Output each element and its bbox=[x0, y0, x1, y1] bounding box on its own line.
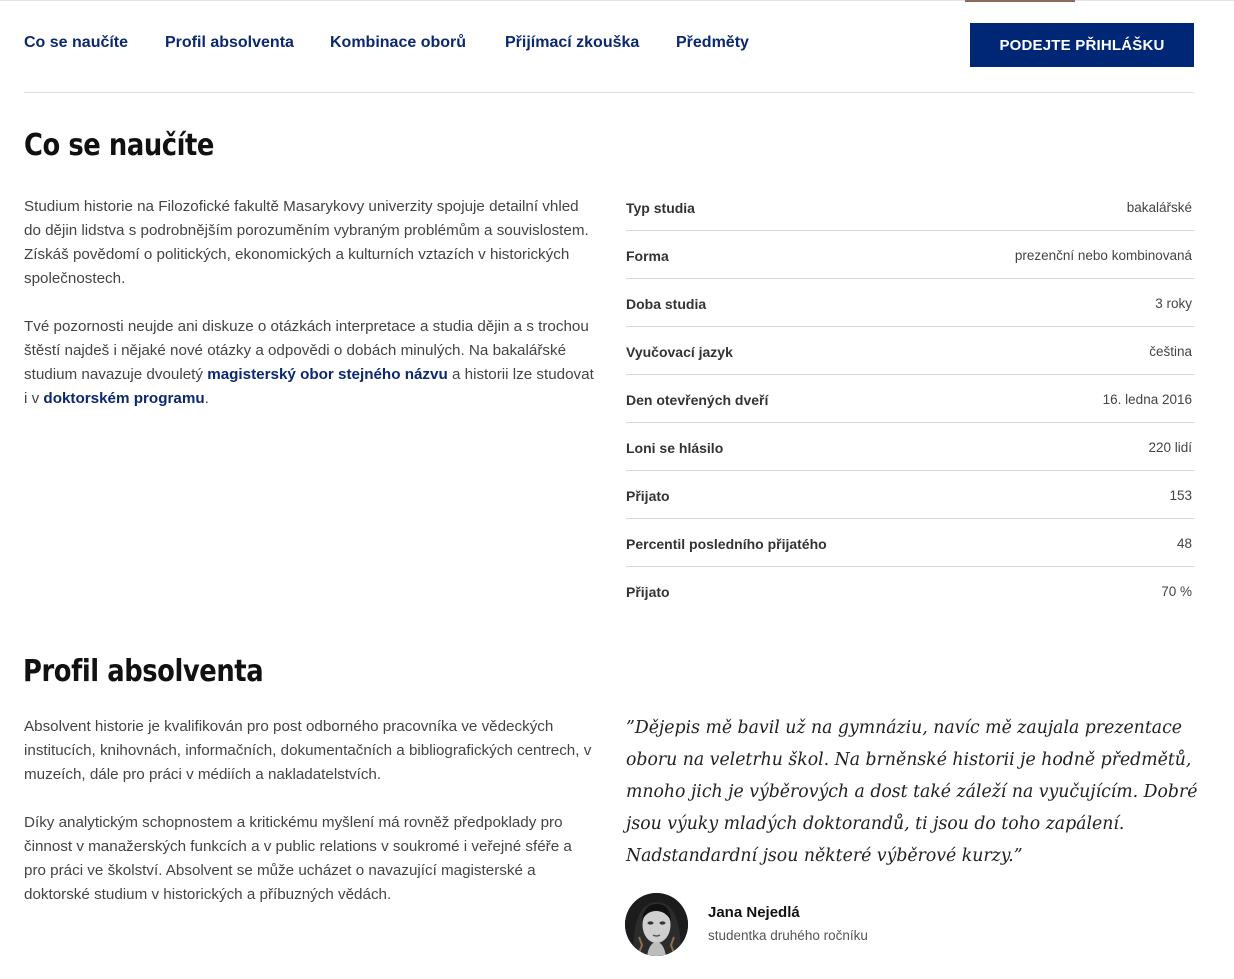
header-image-edge bbox=[965, 0, 1075, 2]
fact-value: 3 roky bbox=[1155, 296, 1192, 311]
fact-row bbox=[626, 279, 1194, 327]
profile-paragraph-2: Díky analytickým schopnostem a kritickému myšlení má rovněž předpoklady pro činnost v manažerských funkcích a v public relations v soukromé i veřejné sféře a pro práci ve školství. Absolvent se může ucházet o navazující magisterské a doktorské studium v historických a příbuzných vědách. bbox=[24, 814, 572, 903]
fact-label: Den otevřených dveří bbox=[626, 392, 769, 408]
testimonial-author-name: Jana Nejedlá bbox=[708, 904, 800, 921]
fact-row bbox=[626, 375, 1194, 423]
fact-row bbox=[626, 231, 1194, 279]
learn-heading: Co se naučíte bbox=[24, 128, 215, 163]
learn-paragraph-2-text-c: . bbox=[204, 390, 209, 407]
learn-paragraph-2-text-a: Tvé pozornosti neujde ani diskuze o otázkách interpretace a studia dějin a s trochou štěstí najdeš i nějaké nové otázky a odpovědi o dobách minulých. Na bakalářské studium navazuje dvouletý bbox=[24, 318, 589, 383]
profile-paragraph-1: Absolvent historie je kvalifikován pro post odborného pracovníka ve vědeckých institucích, knihovnách, informačních, dokumentačních a bibliografických centrech, v muzeích, dále pro práci v médiích a nakladatelstvích. bbox=[24, 718, 592, 783]
nav-divider bbox=[24, 92, 1194, 93]
fact-row bbox=[626, 519, 1194, 567]
fact-label: Percentil posledního přijatého bbox=[626, 536, 827, 552]
fact-value: 70 % bbox=[1161, 584, 1192, 599]
nav-item-admission-exam[interactable]: Přijímací zkouška bbox=[505, 34, 640, 51]
fact-value: 153 bbox=[1169, 488, 1192, 503]
fact-label: Typ studia bbox=[626, 200, 695, 216]
fact-label: Doba studia bbox=[626, 296, 707, 312]
fact-label: Přijato bbox=[626, 488, 670, 504]
fact-value: 16. ledna 2016 bbox=[1102, 392, 1192, 407]
fact-value: prezenční nebo kombinovaná bbox=[1014, 248, 1192, 263]
nav-item-courses[interactable]: Předměty bbox=[676, 34, 749, 51]
top-strip bbox=[0, 0, 1234, 1]
doctoral-program-link[interactable]: doktorském programu bbox=[43, 390, 205, 407]
nav-item-learn[interactable]: Co se naučíte bbox=[24, 34, 129, 51]
fact-label: Přijato bbox=[626, 584, 670, 600]
learn-paragraph-2 bbox=[24, 315, 594, 411]
learn-paragraph-2-text-b: a historii lze studovat i v bbox=[24, 366, 594, 407]
master-program-link[interactable]: magisterský obor stejného názvu bbox=[207, 366, 448, 383]
fact-label: Loni se hlásilo bbox=[626, 440, 724, 456]
fact-row bbox=[626, 567, 1194, 614]
apply-button[interactable]: PODEJTE PŘIHLÁŠKU bbox=[970, 23, 1194, 67]
testimonial-quote: ”Dějepis mě bavil už na gymnáziu, navíc mě zaujala prezentace oboru na veletrhu škol. Na brněnské historii je hodně předmětů, mnoho jich je výběrových a dost také záleží na vyučujícím. Dobré jsou výuky mladých doktorandů, ti jsou do toho zapálení. Nadstandardní jsou některé výběrové kurzy.” bbox=[626, 718, 1198, 866]
fact-value: 48 bbox=[1176, 536, 1192, 551]
fact-label: Vyučovací jazyk bbox=[626, 344, 733, 360]
fact-value: 220 lidí bbox=[1148, 440, 1192, 455]
testimonial-author-role: studentka druhého ročníku bbox=[708, 928, 868, 943]
fact-row bbox=[626, 327, 1194, 375]
fact-row bbox=[626, 423, 1194, 471]
learn-paragraph-1: Studium historie na Filozofické fakultě Masarykovy univerzity spojuje detailní vhled do dějin lidstva s podrobnějším porozuměním vybraným problémům a souvislostem. Získáš povědomí o politických, ekonomických a kulturních vztazích v historických společnostech. bbox=[24, 198, 589, 287]
fact-row bbox=[626, 471, 1194, 519]
fact-row bbox=[626, 183, 1194, 231]
study-facts-table bbox=[626, 183, 1194, 614]
fact-value: čeština bbox=[1149, 344, 1192, 359]
fact-value: bakalářské bbox=[1126, 200, 1192, 215]
fact-label: Forma bbox=[626, 248, 669, 264]
student-portrait-icon bbox=[625, 893, 688, 956]
avatar bbox=[625, 893, 688, 956]
profile-heading: Profil absolventa bbox=[23, 654, 264, 689]
nav-item-combinations[interactable]: Kombinace oborů bbox=[330, 34, 467, 51]
nav-item-graduate-profile[interactable]: Profil absolventa bbox=[165, 34, 294, 51]
